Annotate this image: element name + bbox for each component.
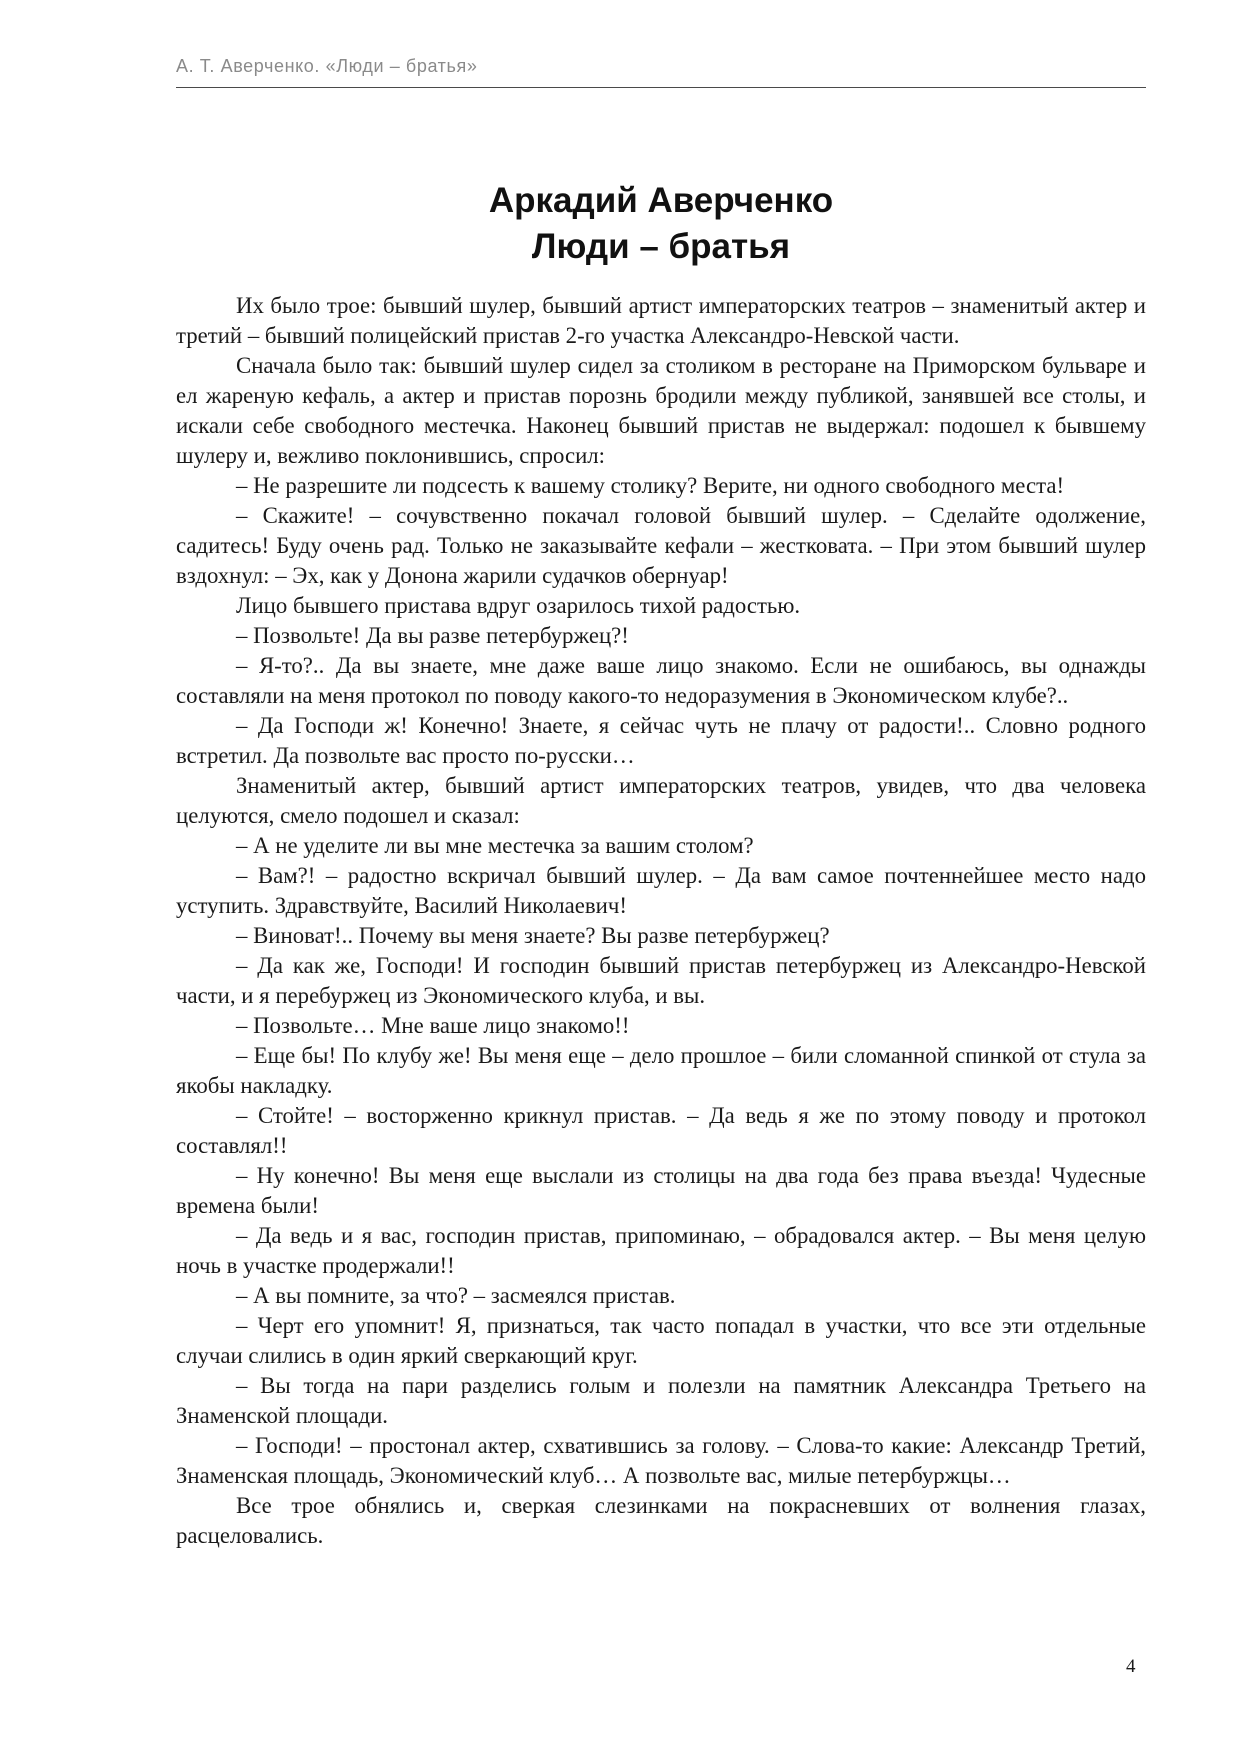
title-work: Люди – братья — [531, 227, 791, 266]
paragraph: – Вы тогда на пари разделись голым и полезли на памятник Александра Третьего на Знаменской площади. — [176, 1373, 1146, 1428]
paragraph: Знаменитый актер, бывший артист императорских театров, увидев, что два человека целуются, смело подошел и сказал: — [176, 773, 1146, 828]
running-header: А. Т. Аверченко. «Люди – братья» — [176, 56, 478, 76]
paragraph: – А не уделите ли вы мне местечка за вашим столом? — [236, 833, 754, 858]
title-author: Аркадий Аверченко — [488, 181, 834, 220]
paragraph: – Да ведь и я вас, господин пристав, припоминаю, – обрадовался актер. – Вы меня целую ночь в участке продержали!! — [176, 1223, 1146, 1278]
paragraph: Лицо бывшего пристава вдруг озарилось тихой радостью. — [236, 593, 801, 618]
paragraph: – Позвольте… Мне ваше лицо знакомо!! — [236, 1013, 630, 1038]
paragraph: – Да как же, Господи! И господин бывший пристав петербуржец из Александро-Невской части, и я перебуржец из Экономического клуба, и вы. — [176, 953, 1146, 1008]
paragraph: – Я-то?.. Да вы знаете, мне даже ваше лицо знакомо. Если не ошибаюсь, вы однажды составляли на меня протокол по поводу какого-то недоразумения в Экономическом клубе?.. — [176, 653, 1146, 708]
paragraph: – Еще бы! По клубу же! Вы меня еще – дело прошлое – били сломанной спинкой от стула за якобы накладку. — [176, 1043, 1146, 1098]
paragraph: Все трое обнялись и, сверкая слезинками на покрасневших от волнения глазах, расцеловались. — [176, 1493, 1146, 1548]
paragraph: – Виноват!.. Почему вы меня знаете? Вы разве петербуржец? — [236, 923, 830, 948]
paragraph: – Ну конечно! Вы меня еще выслали из столицы на два года без права въезда! Чудесные времена были! — [176, 1163, 1146, 1218]
paragraph: – Да Господи ж! Конечно! Знаете, я сейчас чуть не плачу от радости!.. Словно родного встретил. Да позвольте вас просто по-русски… — [176, 713, 1146, 768]
paragraph: – Господи! – простонал актер, схватившись за голову. – Слова-то какие: Александр Третий, Знаменская площадь, Экономический клуб… А позвольте вас, милые петербуржцы… — [176, 1433, 1146, 1488]
page-number: 4 — [1126, 1656, 1136, 1677]
paragraph: – Позвольте! Да вы разве петербуржец?! — [236, 623, 629, 648]
page-title — [176, 178, 1146, 270]
paragraph: Сначала было так: бывший шулер сидел за столиком в ресторане на Приморском бульваре и ел жареную кефаль, а актер и пристав порознь бродили между публикой, занявшей все столы, и искали себе свободного местечка. Наконец бывший пристав не выдержал: подошел к бывшему шулеру и, вежливо поклонившись, спросил: — [176, 353, 1146, 468]
paragraph: – Стойте! – восторженно крикнул пристав. – Да ведь я же по этому поводу и протокол составлял!! — [176, 1103, 1146, 1158]
paragraph: – Скажите! – сочувственно покачал головой бывший шулер. – Сделайте одолжение, садитесь! Буду очень рад. Только не заказывайте кефали – жестковата. – При этом бывший шулер вздохнул: – Эх, как у Донона жарили судачков обернуар! — [176, 503, 1146, 588]
paragraph: – А вы помните, за что? – засмеялся пристав. — [236, 1283, 676, 1308]
paragraph: Их было трое: бывший шулер, бывший артист императорских театров – знаменитый актер и третий – бывший полицейский пристав 2-го участка Александро-Невской части. — [176, 293, 1146, 348]
paragraph: – Не разрешите ли подсесть к вашему столику? Верите, ни одного свободного места! — [236, 473, 1065, 498]
header-divider — [176, 87, 1146, 88]
paragraph: – Черт его упомнит! Я, признаться, так часто попадал в участки, что все эти отдельные случаи слились в один яркий сверкающий круг. — [176, 1313, 1146, 1368]
story-body — [176, 291, 1146, 1551]
paragraph: – Вам?! – радостно вскричал бывший шулер. – Да вам самое почтеннейшее место надо уступить. Здравствуйте, Василий Николаевич! — [176, 863, 1146, 918]
